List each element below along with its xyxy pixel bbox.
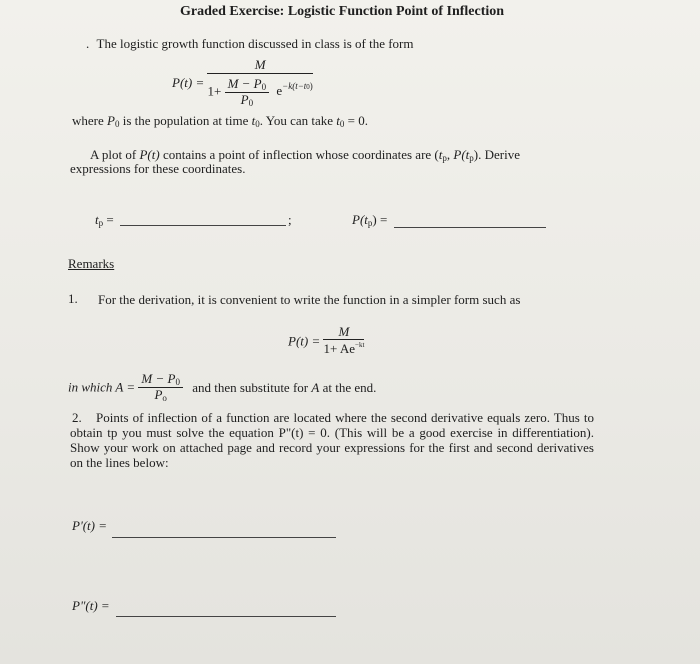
plot-paragraph-line2: expressions for these coordinates. [70,161,246,176]
formula-denominator [207,74,312,108]
ptp-label: P(tp) = [352,212,388,228]
den-one: 1+ [207,83,222,99]
logistic-formula [172,58,313,108]
page-title: Graded Exercise: Logistic Function Point of Inflection [180,4,505,19]
exp-base: e [276,83,283,99]
tp-answer-line[interactable] [120,225,286,226]
formula-fraction [207,58,312,108]
remark-2-text: Points of inflection of a function are located where the second derivative equals zero. Thus to obtain tp you must solve the equation P"(t) = 0. (This will be a good exercise in differentiation). Show your work on attached page and record your expressions for the first and second derivatives on the lines below: [70,410,594,470]
intro-line [86,36,414,52]
second-derivative-line[interactable] [116,616,336,617]
intro-bullet: . [86,36,90,51]
first-derivative-label: P'(t) = [72,518,108,533]
first-derivative-line[interactable] [112,537,336,538]
second-derivative-label: P"(t) = [72,598,110,613]
remark-1-text: For the derivation, it is convenient to write the function in a simpler form such as [98,292,521,307]
plot-paragraph-line1: A plot of P(t) contains a point of inflection whose coordinates are (tp, P(tp). Derive [90,147,520,163]
ptp-answer-line[interactable] [394,227,546,228]
remarks-heading: Remarks [68,256,115,271]
simple-formula: P(t) = $\frac{M}{1+ Ae^{-kt}}$ [288,324,365,356]
tp-label: tp = [95,212,114,228]
inner-fraction: $\frac{M - P0}{P0}$ [225,77,270,108]
intro-text: The logistic growth function discussed in class is of the form [96,36,414,51]
where-line: where P0 is the population at time t0. You can take t0 = 0. [72,113,369,129]
formula-numerator: M [207,58,312,74]
inwhich-line: in which A = $\frac{M - P0}{Po}$ and then substitute for A at the end. [68,371,377,403]
exponent: −k(t−t0) [282,81,313,92]
tp-semicolon: ; [288,212,292,227]
remark-1-number: 1. [68,291,78,306]
formula-lhs: P(t) = [172,75,205,90]
remark-2-number: 2. [72,410,82,425]
